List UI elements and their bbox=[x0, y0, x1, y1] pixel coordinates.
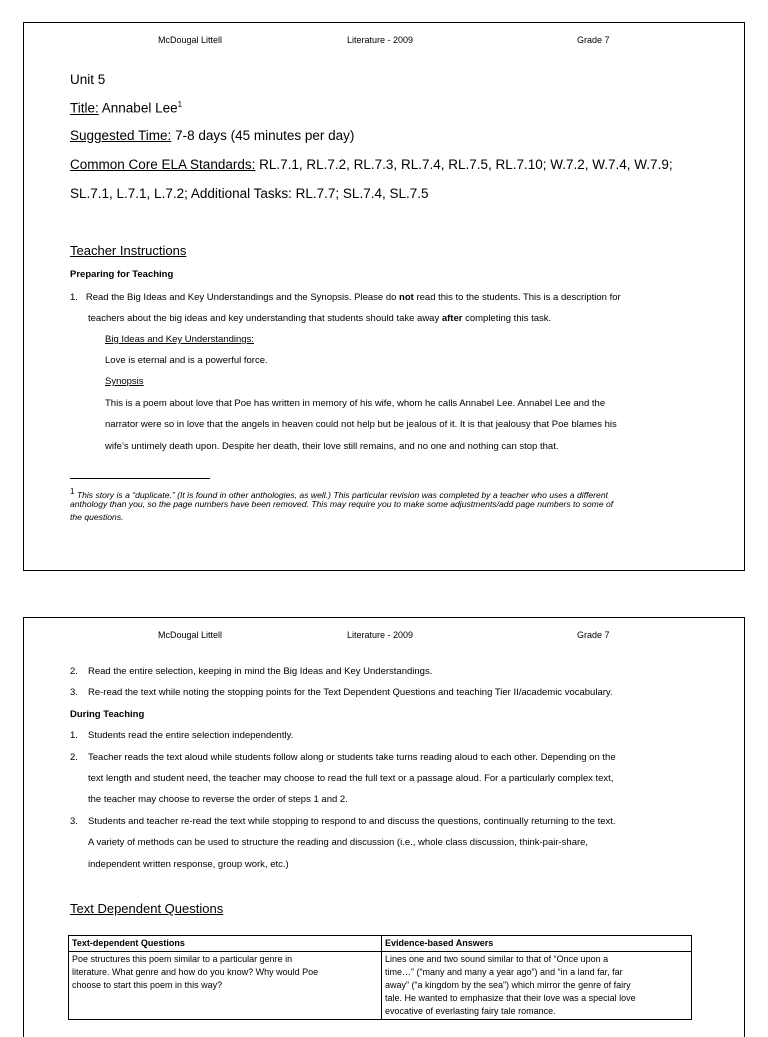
tdq-table bbox=[68, 935, 692, 1020]
instruction-line bbox=[88, 768, 613, 790]
cell-line: choose to start this poem in this way? bbox=[72, 980, 223, 990]
standards-value-1: RL.7.1, RL.7.2, RL.7.3, RL.7.4, RL.7.5, RL.7.10; W.7.2, W.7.4, W.7.9; bbox=[259, 157, 673, 172]
cell-line: Poe structures this poem similar to a particular genre in bbox=[72, 954, 293, 964]
suggested-time-value: 7-8 days (45 minutes per day) bbox=[175, 128, 355, 143]
instruction-text: independent written response, group work, etc.) bbox=[88, 858, 289, 870]
big-ideas-label: Big Ideas and Key Understandings: bbox=[105, 334, 254, 345]
instruction-text: Re-read the text while noting the stopping points for the Text Dependent Questions and teaching Tier II/academic vocabulary. bbox=[88, 687, 613, 699]
header-grade: Grade 7 bbox=[577, 35, 610, 45]
instruction-line bbox=[88, 832, 588, 854]
synopsis-label: Synopsis bbox=[105, 376, 144, 387]
suggested-time-label: Suggested Time: bbox=[70, 128, 172, 143]
instruction-line bbox=[70, 704, 144, 726]
during-teaching-heading: During Teaching bbox=[70, 708, 145, 720]
cell-line: literature. What genre and how do you know? Why would Poe bbox=[72, 967, 319, 977]
prep-text: Read the Big Ideas and Key Understandings and the Synopsis. Please do bbox=[85, 292, 397, 303]
title-label: Title: bbox=[70, 100, 99, 116]
unit-label: Unit 5 bbox=[70, 72, 106, 87]
synopsis-line-2: narrator were so in love that the angels in heaven could not help but be jealous of it. It is that jealousy that Poe blames his bbox=[105, 419, 617, 430]
document-page-1 bbox=[23, 22, 745, 571]
big-ideas-text: Love is eternal and is a powerful force. bbox=[105, 355, 268, 366]
list-number: 2. bbox=[70, 666, 78, 677]
instruction-line bbox=[70, 811, 616, 833]
footnote-line-3: the questions. bbox=[70, 512, 124, 522]
table-row bbox=[69, 952, 692, 1020]
teacher-instructions-heading: Teacher Instructions bbox=[70, 243, 187, 258]
page-header bbox=[24, 630, 744, 644]
standards-label: Common Core ELA Standards: bbox=[70, 157, 256, 172]
preparing-heading: Preparing for Teaching bbox=[70, 269, 174, 280]
header-publisher: McDougal Littell bbox=[158, 630, 223, 640]
instruction-line bbox=[70, 725, 293, 747]
instruction-line bbox=[70, 682, 613, 704]
column-header-questions: Text-dependent Questions bbox=[69, 936, 382, 952]
emphasis-after: after bbox=[441, 313, 463, 324]
emphasis-not: not bbox=[399, 292, 414, 303]
list-number: 1. bbox=[70, 730, 78, 742]
instruction-text: A variety of methods can be used to structure the reading and discussion (i.e., whole class discussion, think-pair-share, bbox=[88, 837, 589, 849]
list-number: 2. bbox=[70, 751, 78, 763]
table-header-row bbox=[69, 936, 692, 952]
instruction-text: Students and teacher re-read the text while stopping to respond to and discuss the questions, continually returning to the text. bbox=[88, 815, 616, 827]
header-course: Literature - 2009 bbox=[347, 35, 414, 45]
header-publisher: McDougal Littell bbox=[158, 35, 223, 45]
instruction-text: Students read the entire selection independently. bbox=[88, 730, 294, 742]
footnote-divider bbox=[70, 478, 210, 479]
cell-line: time…” (“many and many a year ago”) and “in a land far, far bbox=[385, 967, 623, 977]
instruction-text: Teacher reads the text aloud while students follow along or students take turns reading aloud to each other. Depending on the bbox=[88, 751, 616, 763]
tdq-heading: Text Dependent Questions bbox=[70, 901, 224, 916]
instruction-line bbox=[70, 661, 432, 683]
synopsis-line-3: wife’s untimely death upon. Despite her death, their love still remains, and no one and nothing can stop that. bbox=[105, 441, 559, 452]
footnote-line-2: anthology than you, so the page numbers have been removed. This may require you to make some adjustments/add page numbers to some of bbox=[70, 499, 614, 509]
title-line bbox=[70, 100, 182, 116]
footnote-number: 1 bbox=[70, 487, 75, 496]
cell-line: evocative of everlasting fairy tale romance. bbox=[385, 1006, 556, 1016]
title-value: Annabel Lee bbox=[101, 100, 178, 116]
footnote-text: This story is a “duplicate.” (It is found in other anthologies, as well.) This particular revision was completed by a teacher who uses a different bbox=[76, 489, 608, 500]
cell-line: Lines one and two sound similar to that of “Once upon a bbox=[385, 954, 609, 964]
standards-line-2: SL.7.1, L.7.1, L.7.2; Additional Tasks: RL.7.7; SL.7.4, SL.7.5 bbox=[70, 186, 429, 201]
column-header-answers: Evidence-based Answers bbox=[382, 936, 692, 952]
header-course: Literature - 2009 bbox=[347, 630, 414, 640]
instruction-text: Read the entire selection, keeping in mind the Big Ideas and Key Understandings. bbox=[88, 666, 433, 677]
standards-line-1 bbox=[70, 157, 673, 172]
title-footnote-ref: 1 bbox=[177, 100, 183, 109]
list-number: 3. bbox=[70, 687, 78, 699]
suggested-time-line bbox=[70, 128, 354, 143]
page-header bbox=[24, 35, 744, 49]
synopsis-line-1: This is a poem about love that Poe has written in memory of his wife, whom he calls Annabel Lee. Annabel Lee and the bbox=[105, 398, 606, 409]
instruction-text: the teacher may choose to reverse the order of steps 1 and 2. bbox=[88, 794, 348, 806]
cell-line: tale. He wanted to emphasize that their love was a special love bbox=[385, 993, 636, 1003]
cell-line: away” (“a kingdom by the sea”) which mirror the genre of fairy bbox=[385, 980, 631, 990]
prep-text: teachers about the big ideas and key understanding that students should take away bbox=[88, 313, 440, 324]
instruction-line bbox=[88, 854, 289, 876]
instruction-line bbox=[88, 789, 348, 811]
list-number: 1. bbox=[70, 292, 78, 303]
document-page-2 bbox=[23, 617, 745, 1037]
instruction-line bbox=[70, 747, 616, 769]
answer-cell bbox=[382, 952, 692, 1020]
prep-text: completing this task. bbox=[465, 313, 552, 324]
instruction-text: text length and student need, the teacher may choose to read the full text or a passage aloud. For a particularly complex text, bbox=[88, 773, 614, 784]
prep-text: read this to the students. This is a description for bbox=[416, 292, 621, 303]
prep-item-1-line-1 bbox=[70, 287, 621, 309]
header-grade: Grade 7 bbox=[577, 630, 610, 640]
question-cell bbox=[69, 952, 382, 1020]
prep-item-1-line-2 bbox=[88, 308, 551, 330]
list-number: 3. bbox=[70, 815, 78, 827]
